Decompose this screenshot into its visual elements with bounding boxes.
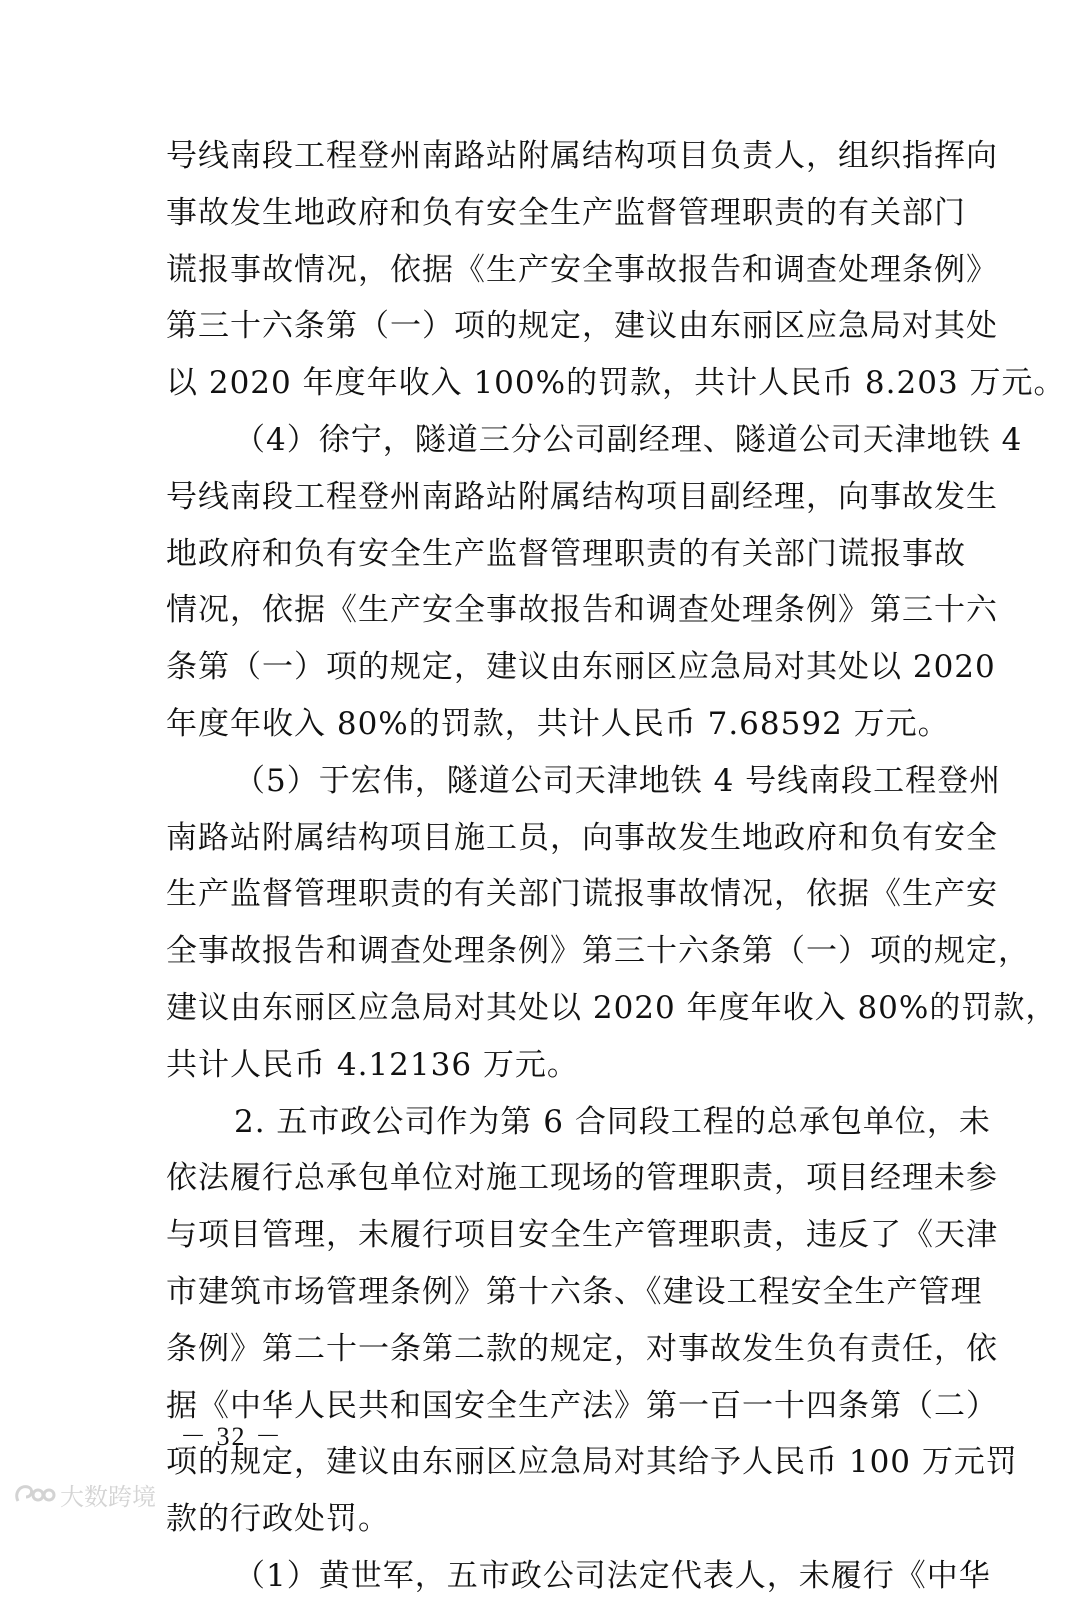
- watermark: [12, 1474, 156, 1514]
- text-line: （5）于宏伟，隧道公司天津地铁 4 号线南段工程登州: [234, 762, 1002, 799]
- text-line: 地政府和负有安全生产监督管理职责的有关部门谎报事故: [166, 535, 966, 572]
- text-line: 建议由东丽区应急局对其处以 2020 年度年收入 80%的罚款，: [166, 989, 1058, 1026]
- text-line: 市建筑市场管理条例》第十六条、《建设工程安全生产管理: [166, 1273, 983, 1310]
- text-line: 号线南段工程登州南路站附属结构项目负责人，组织指挥向: [166, 138, 998, 174]
- text-line: （4）徐宁，隧道三分公司副经理、隧道公司天津地铁 4: [234, 421, 1023, 458]
- text-line: 第三十六条第（一）项的规定，建议由东丽区应急局对其处: [166, 308, 998, 345]
- watermark-logo-icon: [12, 1479, 56, 1509]
- text-line: 全事故报告和调查处理条例》第三十六条第（一）项的规定，: [166, 933, 1030, 970]
- text-line: 条第（一）项的规定，建议由东丽区应急局对其处以 2020: [166, 649, 996, 686]
- text-line: 号线南段工程登州南路站附属结构项目副经理，向事故发生: [166, 478, 998, 515]
- text-line: 与项目管理，未履行项目安全生产管理职责，违反了《天津: [166, 1217, 998, 1254]
- text-line: 南路站附属结构项目施工员，向事故发生地政府和负有安全: [166, 819, 998, 856]
- text-line: 生产监督管理职责的有关部门谎报事故情况，依据《生产安: [166, 876, 998, 913]
- text-line: （1）黄世军，五市政公司法定代表人，未履行《中华: [234, 1557, 991, 1594]
- text-line: 据《中华人民共和国安全生产法》第一百一十四条第（二）: [166, 1387, 998, 1424]
- text-line: 依法履行总承包单位对施工现场的管理职责，项目经理未参: [166, 1160, 998, 1197]
- text-line: 条例》第二十一条第二款的规定，对事故发生负有责任，依: [166, 1330, 998, 1367]
- document-body: [166, 128, 1066, 1605]
- text-line: 项的规定，建议由东丽区应急局对其给予人民币 100 万元罚: [166, 1444, 1018, 1481]
- text-line: 情况，依据《生产安全事故报告和调查处理条例》第三十六: [166, 592, 998, 629]
- page-number: － 32 －: [180, 1422, 284, 1451]
- text-line: 2. 五市政公司作为第 6 合同段工程的总承包单位，未: [234, 1103, 991, 1140]
- text-line: 谎报事故情况，依据《生产安全事故报告和调查处理条例》: [166, 251, 998, 288]
- text-line: 款的行政处罚。: [166, 1501, 390, 1538]
- text-line: 共计人民币 4.12136 万元。: [166, 1046, 579, 1083]
- text-line: 以 2020 年度年收入 100%的罚款，共计人民币 8.203 万元。: [166, 365, 1066, 402]
- text-line: 事故发生地政府和负有安全生产监督管理职责的有关部门: [166, 194, 966, 231]
- watermark-text: 大数跨境: [60, 1482, 156, 1511]
- text-line: 年度年收入 80%的罚款，共计人民币 7.68592 万元。: [166, 705, 950, 742]
